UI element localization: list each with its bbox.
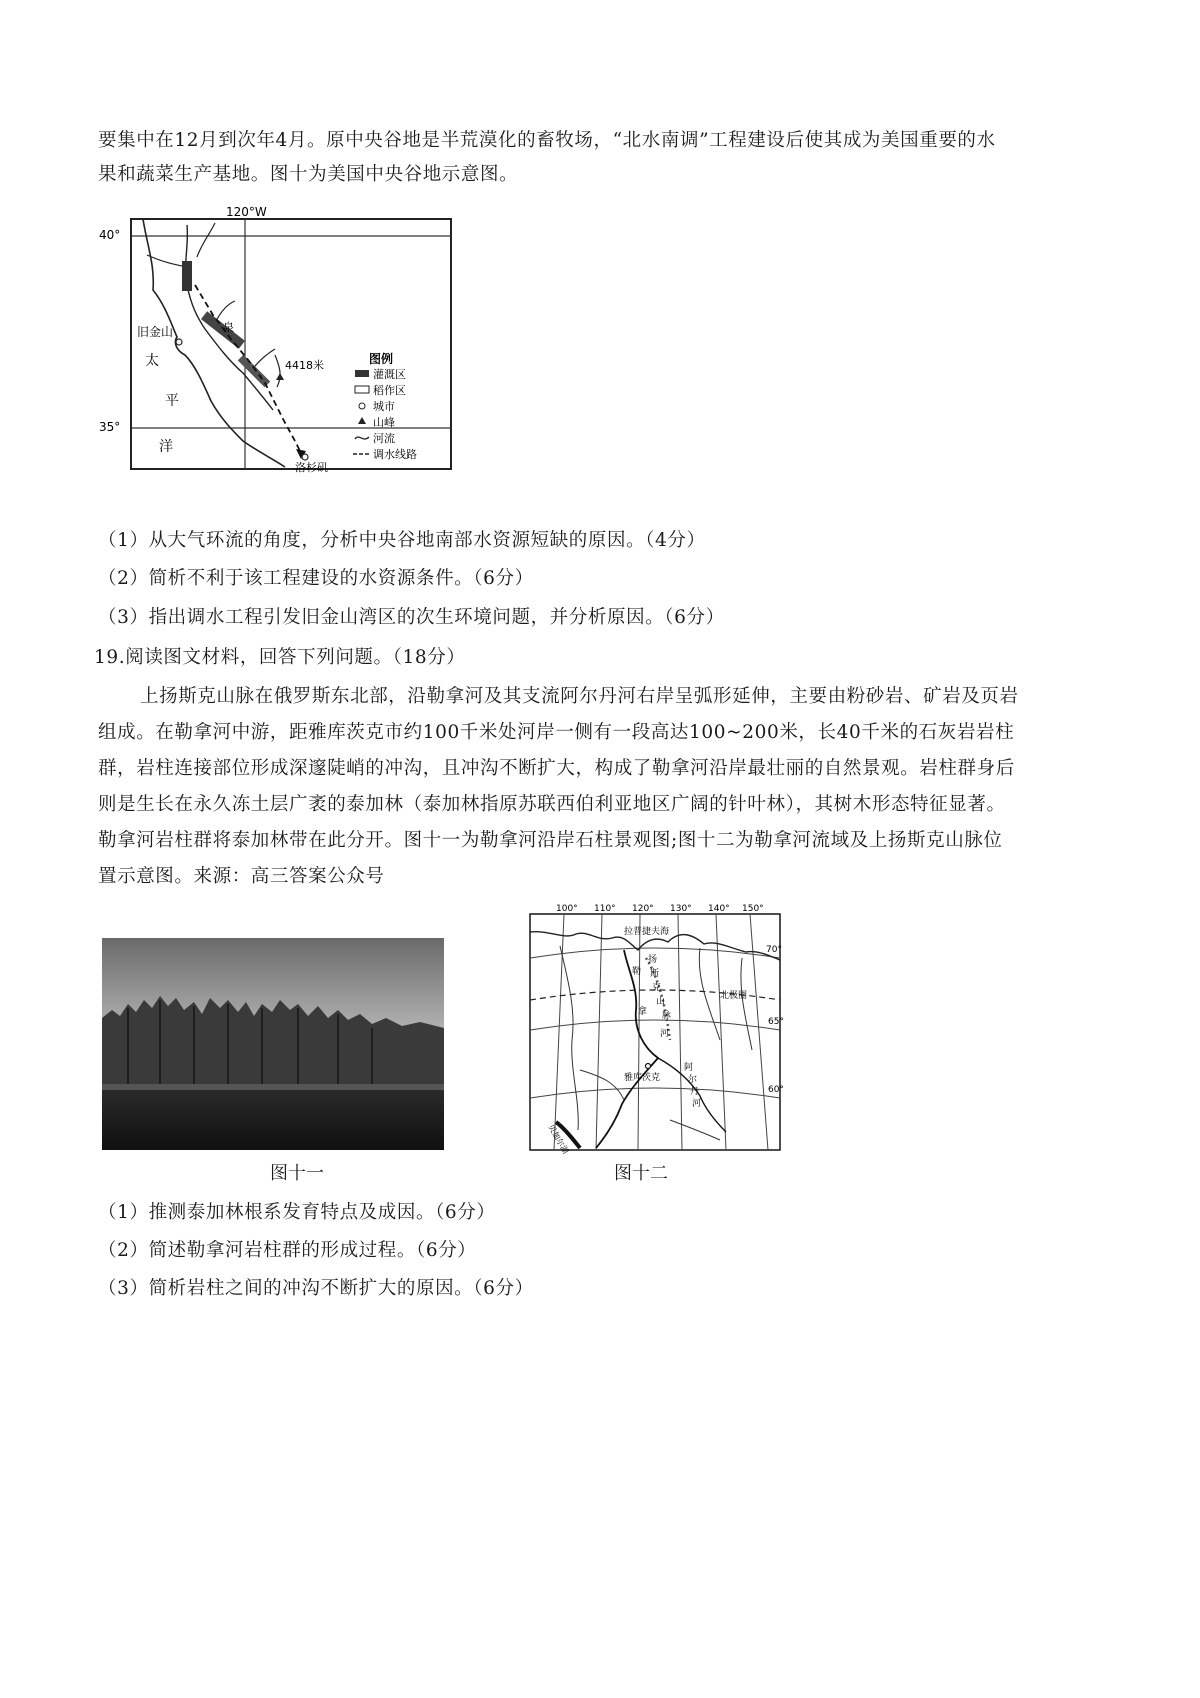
intro-line-1: 要集中在12月到次年4月。原中央谷地是半荒漠化的畜牧场，“北水南调”工程建设后使其成为美国重要的水 (98, 130, 996, 151)
fig12-aldan-char-4: 河 (692, 1099, 702, 1109)
map10-legend-item-4: 山峰 (373, 416, 395, 429)
fig12-svg (520, 900, 790, 1154)
fig12-lon-140: 140° (708, 904, 730, 914)
fig12-lon-110: 110° (594, 904, 616, 914)
q19-question-1: （1）推测泰加林根系发育特点及成因。（6分） (98, 1202, 496, 1223)
river-legend-icon (355, 437, 369, 439)
figure-11-rock-pillars-photo (102, 938, 444, 1150)
map10-legend-item-2: 稻作区 (373, 384, 406, 397)
map10-legend-item-6: 调水线路 (373, 448, 417, 461)
q19-para-line-2: 组成。在勒拿河中游，距雅库茨克市约100千米处河岸一侧有一段高达100~200米，长40千米的石灰岩岩柱 (98, 722, 1015, 743)
intro-line-2: 果和蔬菜生产基地。图十为美国中央谷地示意图。 (98, 164, 519, 185)
fig12-label-sea: 拉普捷夫海 (624, 927, 670, 937)
city-legend-icon (359, 403, 365, 409)
fig12-label-city: 雅库茨克 (624, 1073, 661, 1083)
map10-city-la (302, 454, 308, 460)
map10-city-sf (176, 339, 182, 345)
map10-peak-icon (276, 373, 284, 380)
fig12-lon-120: 120° (632, 904, 654, 914)
fig11-shoreline (102, 1084, 444, 1090)
q18-question-2: （2）简析不利于该工程建设的水资源条件。（6分） (98, 568, 534, 589)
map10-lat-north: 40° (99, 228, 121, 242)
map10-legend-item-5: 河流 (373, 432, 395, 445)
fig12-aldan-char-2: 尔 (688, 1075, 698, 1085)
fig12-mtn-char-3: 斯 (650, 969, 660, 979)
fig12-mtn-char-4: 克 (652, 983, 662, 993)
fig12-aldan-char-3: 丹 (690, 1087, 700, 1097)
fig12-city-yakutsk (646, 1064, 651, 1069)
fig12-label-baikal: 贝加尔湖 (546, 1123, 571, 1156)
fig12-frame (530, 914, 780, 1150)
fig12-mtn-char-2: 勒 (632, 967, 642, 977)
map10-ocean-1: 太 (145, 353, 159, 369)
fig12-caption: 图十二 (614, 1163, 668, 1184)
q19-para-line-4: 则是生长在永久冻土层广袤的泰加林（泰加林指原苏联西伯利亚地区广阔的针叶林），其树木形态特征显著。 (98, 794, 1006, 815)
map10-label-sf: 旧金山 (137, 325, 174, 339)
figure-10-central-valley-map (99, 205, 455, 477)
fig12-lat-60: 60° (768, 1085, 784, 1095)
q19-para-line-1: 上扬斯克山脉在俄罗斯东北部，沿勒拿河及其支流阿尔丹河右岸呈弧形延伸，主要由粉砂岩、矿岩及页岩 (140, 686, 1019, 707)
irrigation-legend-icon (355, 370, 369, 377)
q19-question-2: （2）简述勒拿河岩柱群的形成过程。（6分） (98, 1240, 477, 1261)
q19-header: 19.阅读图文材料，回答下列问题。（18分） (94, 647, 466, 668)
fig12-mtn-char-5: 山 (656, 997, 666, 1007)
map10-lat-south: 35° (99, 420, 121, 434)
fig11-svg (102, 938, 444, 1150)
q19-question-3: （3）简析岩柱之间的冲沟不断扩大的原因。（6分） (98, 1278, 534, 1299)
rice-legend-icon (355, 386, 369, 393)
map10-legend-item-1: 灌溉区 (373, 368, 406, 381)
map10-legend-title: 图例 (369, 352, 394, 366)
map10-lon-label: 120°W (226, 205, 267, 219)
map10-coastline (143, 219, 285, 467)
fig12-lon-130: 130° (670, 904, 692, 914)
map10-legend-item-3: 城市 (373, 400, 395, 413)
map10-label-la: 洛杉矶 (295, 461, 328, 474)
q19-para-line-5: 勒拿河岩柱群将泰加林带在此分开。图十一为勒拿河沿岸石柱景观图;图十二为勒拿河流域及上扬斯克山脉位 (98, 830, 1003, 851)
map10-label-river: 泉 (223, 321, 234, 334)
fig12-lat-70: 70° (766, 945, 782, 955)
fig11-river (102, 1088, 444, 1150)
map10-river-upper (197, 223, 215, 257)
fig12-label-lena: 拿 (638, 1007, 648, 1017)
map10-ocean-3: 洋 (159, 439, 173, 455)
fig12-label-arctic: 北极圈 (720, 991, 748, 1001)
q19-para-line-3: 群，岩柱连接部位形成深邃陡峭的冲沟，且冲沟不断扩大，构成了勒拿河沿岸最壮丽的自然景观。岩柱群身后 (98, 758, 1015, 779)
map10-river-trib2 (275, 355, 280, 387)
map10-river-feather (215, 301, 235, 323)
map10-ocean-2: 平 (165, 393, 179, 409)
fig12-mtn-char-6: 脉 (662, 1011, 672, 1021)
q18-question-3: （3）指出调水工程引发旧金山湾区的次生环境问题，并分析原因。（6分） (98, 607, 725, 628)
map10-river-west (147, 255, 187, 267)
map10-rice-area (182, 261, 192, 291)
fig12-label-river: 河 (660, 1029, 670, 1039)
fig12-lat-65: 65° (768, 1017, 784, 1027)
fig12-lon-150: 150° (742, 904, 764, 914)
fig12-lon-100: 100° (556, 904, 578, 914)
q19-para-line-6: 置示意图。来源：高三答案公众号 (98, 866, 385, 887)
fig11-caption: 图十一 (270, 1163, 324, 1184)
figure-12-lena-river-map (520, 900, 790, 1154)
q18-question-1: （1）从大气环流的角度，分析中央谷地南部水资源短缺的原因。（4分） (98, 530, 706, 551)
map10-svg (99, 205, 455, 477)
peak-legend-icon (358, 417, 366, 424)
fig12-mtn-char-1: 扬 (648, 955, 658, 965)
map10-legend (353, 351, 417, 461)
map10-label-peak: 4418米 (285, 359, 324, 372)
fig12-aldan-char-1: 阿 (684, 1063, 694, 1073)
